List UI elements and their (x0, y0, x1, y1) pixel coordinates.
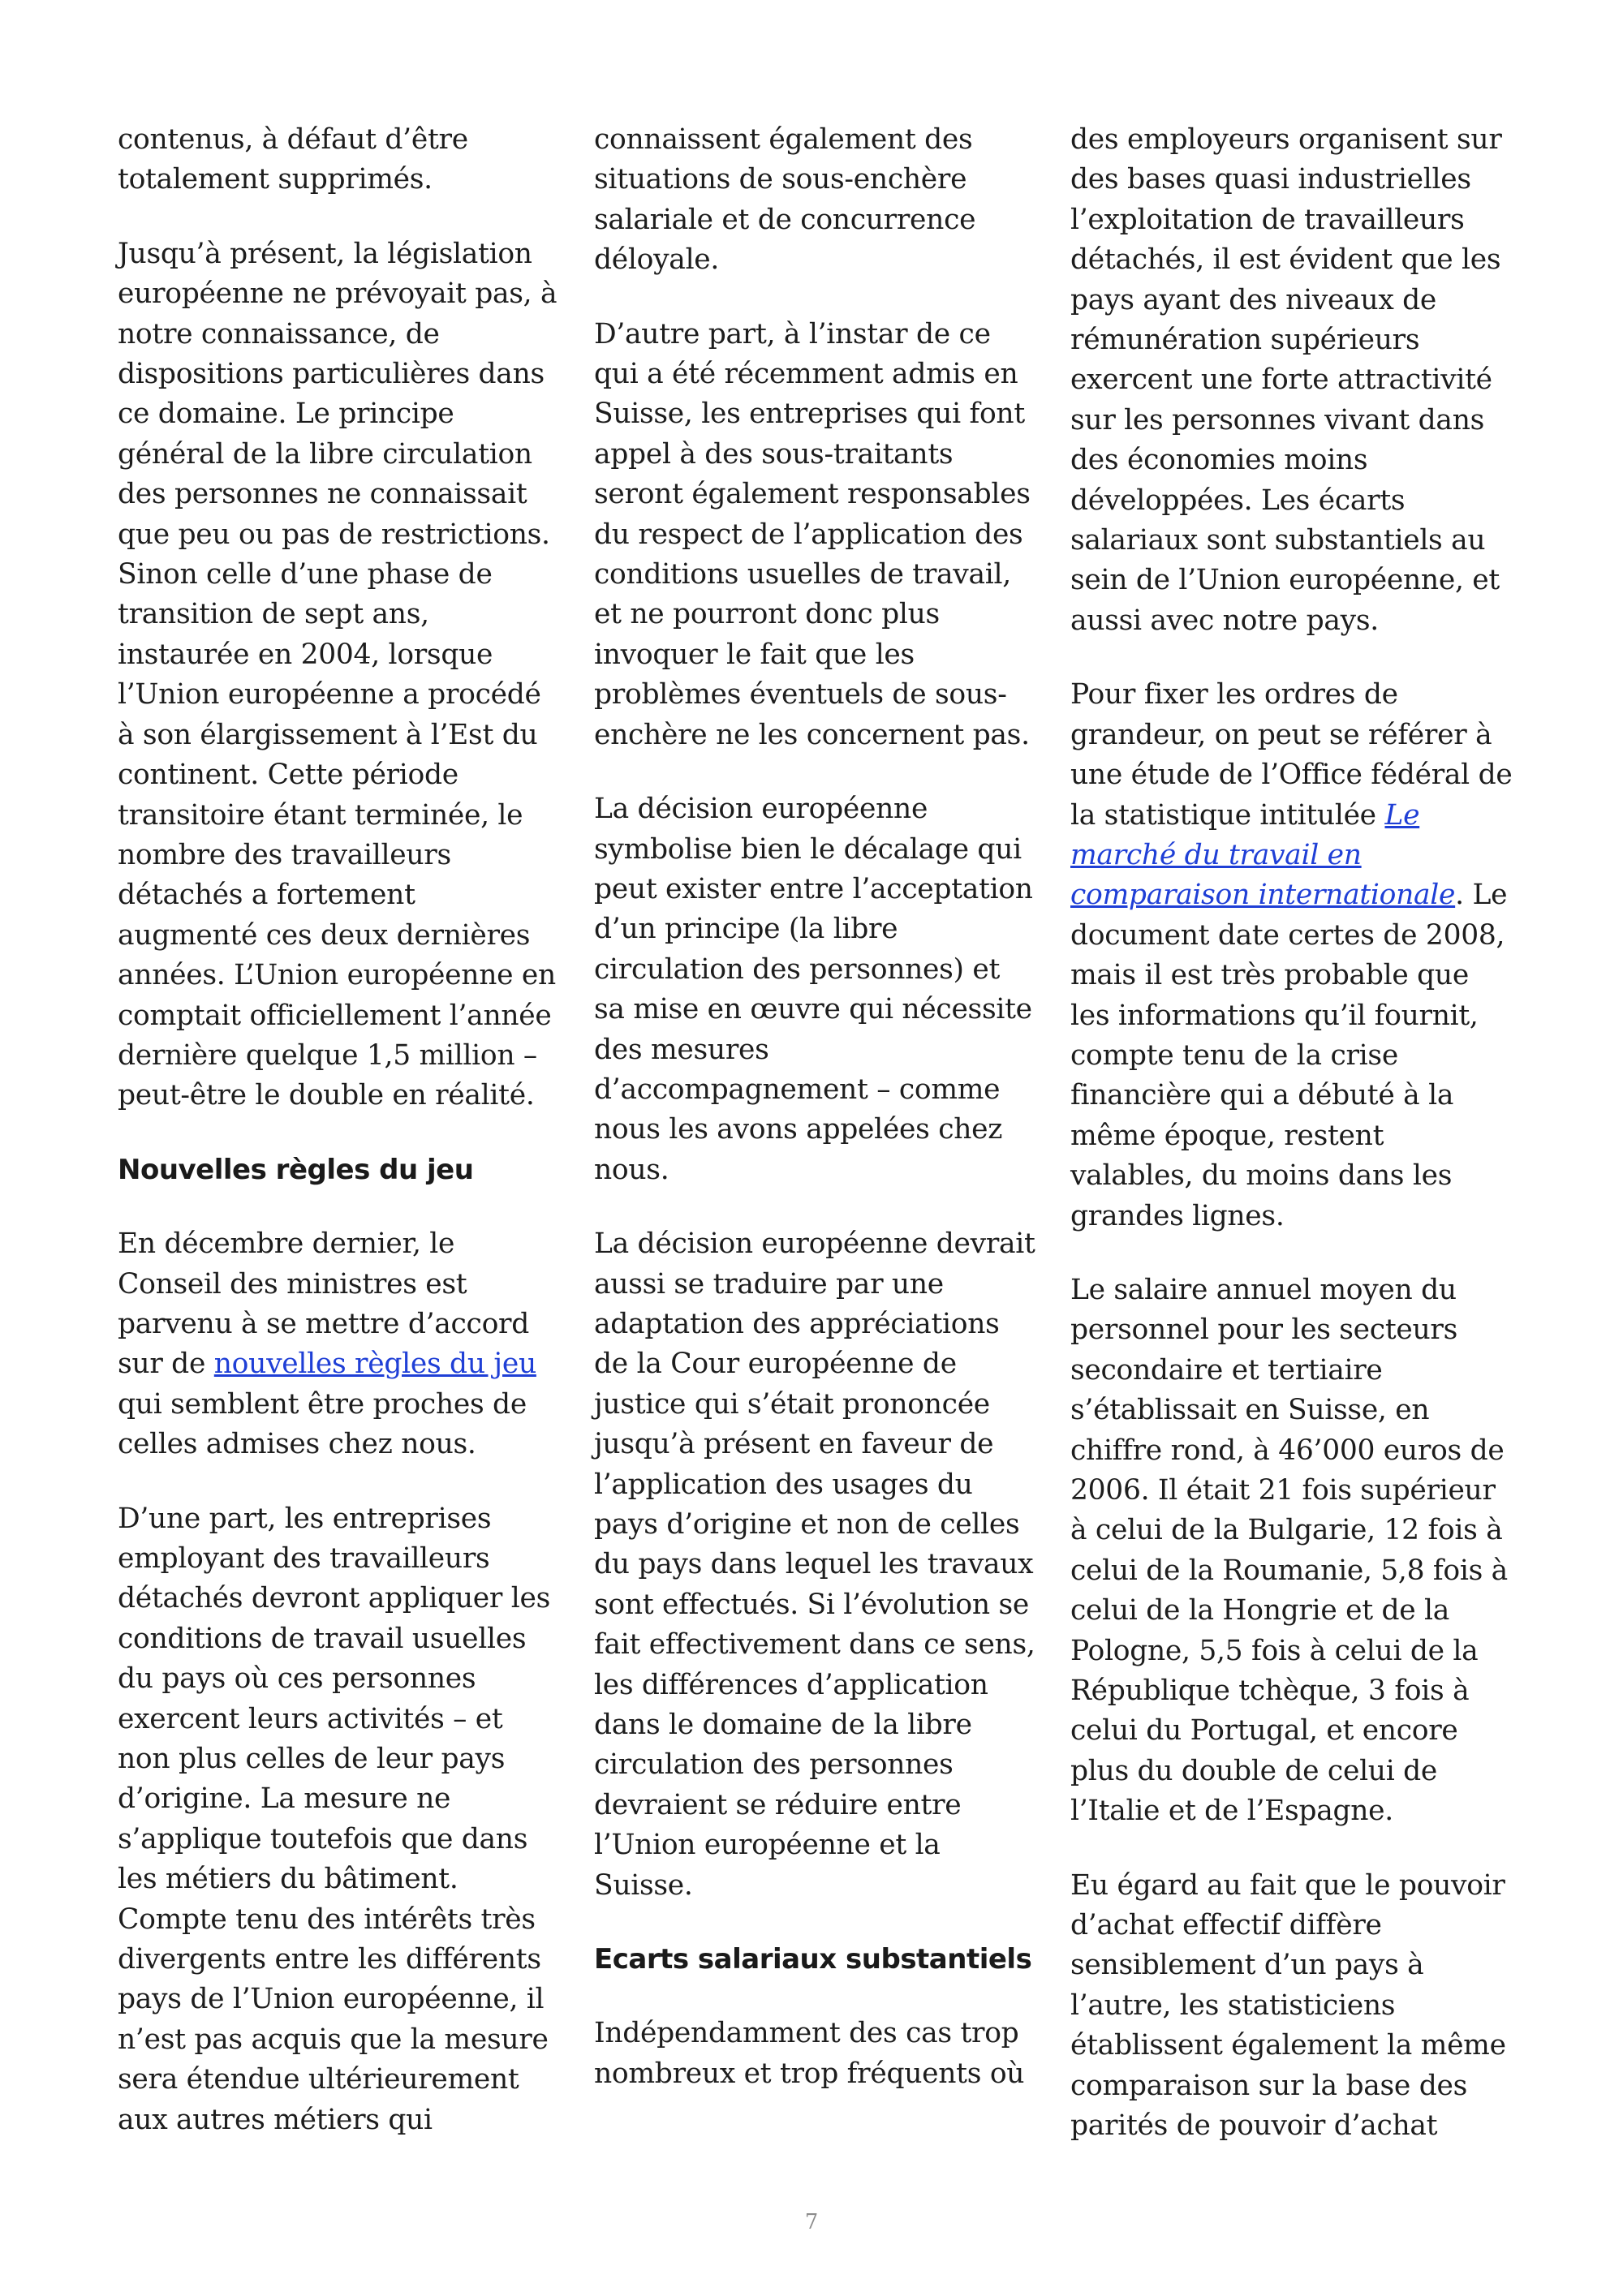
study-link[interactable]: Le marché du travail en comparaison internationale (1070, 798, 1456, 912)
paragraph: La décision européenne devrait aussi se traduire par une adaptation des appréciations de la Cour européenne de justice qui s’était prononcée jusqu’à présent en faveur de l’application des usages du pays d’origine et non de celles du pays dans lequel les travaux sont effectués. Si l’évolution se fait effectivement dans ce sens, les différences d’application dans le domaine de la libre circulation des personnes devraient se réduire entre l’Union européenne et la Suisse. (594, 1228, 1035, 1902)
section-heading: Nouvelles règles du jeu (118, 1153, 474, 1186)
paragraph-text: qui semblent être proches de celles admises chez nous. (118, 1387, 527, 1461)
paragraph: contenus, à défaut d’être totalement supprimés. (118, 123, 468, 196)
column-3 (1070, 120, 1513, 2181)
column-1 (118, 120, 560, 2174)
paragraph: D’une part, les entreprises employant des travailleurs détachés devront appliquer les conditions de travail usuelles du pays où ces personnes exercent leurs activités – et non plus celles de leur pays d’origine. La mesure ne s’applique toutefois que dans les métiers du bâtiment. Compte tenu des intérêts très divergents entre les différents pays de l’Union européenne, il n’est pas acquis que la mesure sera étendue ultérieurement aux autres métiers qui (118, 1502, 551, 2136)
paragraph: des employeurs organisent sur des bases quasi industrielles l’exploitation de travailleurs détachés, il est évident que les pays ayant des niveaux de rémunération supérieurs exercent une forte attractivité sur les personnes vivant dans des économies moins développées. Les écarts salariaux sont substantiels au sein de l’Union européenne, et aussi avec notre pays. (1070, 123, 1502, 637)
paragraph: La décision européenne symbolise bien le décalage qui peut exister entre l’acceptation d’un principe (la libre circulation des personnes) et sa mise en œuvre qui nécessite des mesures d’accompagnement – comme nous les avons appelées chez nous. (594, 793, 1033, 1186)
paragraph (118, 1224, 560, 1464)
column-2 (594, 120, 1036, 2128)
paragraph: Indépendamment des cas trop nombreux et trop fréquents où (594, 2017, 1025, 2090)
section-heading: Ecarts salariaux substantiels (594, 1943, 1032, 1976)
paragraph (1070, 675, 1513, 1236)
paragraph: Le salaire annuel moyen du personnel pour les secteurs secondaire et tertiaire s’établissait en Suisse, en chiffre rond, à 46’000 euros de 2006. Il était 21 fois supérieur à celui de la Bulgarie, 12 fois à celui de la Roumanie, 5,8 fois à celui de la Hongrie et de la Pologne, 5,5 fois à celui de la République tchèque, 3 fois à celui du Portugal, et encore plus du double de celui de l’Italie et de l’Espagne. (1070, 1273, 1508, 1828)
nouvelles-regles-link[interactable]: nouvelles règles du jeu (213, 1348, 536, 1381)
paragraph-text: Pour fixer les ordres de grandeur, on peut se référer à une étude de l’Office fédéral de la statistique intitulée (1070, 678, 1513, 832)
paragraph-text: . Le document date certes de 2008, mais il est très probable que les informations qu’il fournit, compte tenu de la crise financière qui a débuté à la même époque, restent valables, du moins dans les grandes lignes. (1070, 879, 1508, 1232)
page-number: 7 (804, 2210, 819, 2234)
paragraph-text: En décembre dernier, le Conseil des ministres est parvenu à se mettre d’accord sur de (118, 1228, 530, 1381)
paragraph: Jusqu’à présent, la législation européenne ne prévoyait pas, à notre connaissance, de dispositions particulières dans ce domaine. Le principe général de la libre circulation des personnes ne connaissait que peu ou pas de restrictions. Sinon celle d’une phase de transition de sept ans, instaurée en 2004, lorsque l’Union européenne a procédé à son élargissement à l’Est du continent. Cette période transitoire étant terminée, le nombre des travailleurs détachés a fortement augmenté ces deux dernières années. L’Union européenne en comptait officiellement l’année dernière quelque 1,5 million – peut-être le double en réalité. (118, 237, 558, 1112)
paragraph: Eu égard au fait que le pouvoir d’achat effectif diffère sensiblement d’un pays à l’autre, les statisticiens établissent également la même comparaison sur la base des parités de pouvoir d’achat (1070, 1868, 1506, 2143)
paragraph: connaissent également des situations de sous-enchère salariale et de concurrence déloyale. (594, 123, 976, 277)
paragraph: D’autre part, à l’instar de ce qui a été récemment admis en Suisse, les entreprises qui font appel à des sous-traitants seront également responsables du respect de l’application des conditions usuelles de travail, et ne pourront donc plus invoquer le fait que les problèmes éventuels de sous-enchère ne les concernent pas. (594, 317, 1031, 751)
